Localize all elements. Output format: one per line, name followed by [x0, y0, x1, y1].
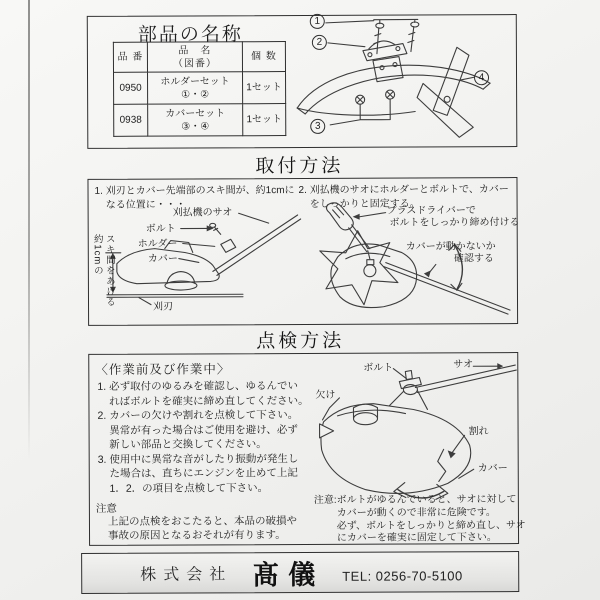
blade-label: 刈刃 [153, 301, 174, 313]
parts-section-title: 部品の名称 [137, 24, 243, 46]
holder-label: ホルダー [137, 238, 178, 250]
callout-2: 2 [312, 35, 327, 50]
parts-table [113, 41, 286, 137]
caution-title: 注意 [95, 502, 117, 515]
part-name-cell: ホルダーセット ①・② [148, 72, 243, 104]
table-row [114, 104, 286, 137]
table-row [114, 72, 286, 105]
col-header-part-name: 品 名 （図番） [147, 42, 242, 72]
shaft-label: 刈払機のサオ [172, 207, 233, 219]
callout-3: 3 [310, 119, 325, 134]
footer-bar [81, 551, 519, 594]
bolt-label: ボルト [145, 223, 176, 235]
inspection-subtitle: 〈作業前及び作業中〉 [95, 362, 231, 377]
callout-4: 4 [474, 70, 489, 85]
phone-number: TEL: 0256-70-5100 [342, 567, 463, 584]
part-qty-cell: 1セット [243, 72, 286, 104]
cover-label: カバー [147, 253, 178, 265]
check-cover-label: カバーが動かないか 確認する [405, 241, 496, 265]
part-no-cell: 0950 [114, 72, 148, 104]
crack-label: 割れ [468, 426, 489, 438]
inspection-note: 注意:ボルトがゆるんでいると、サオに対して カバーが動くので非常に危険です。 必ず、ボルトをしっかりと締め直し、サオ にカバーを確実に固定して下さい。 [313, 494, 526, 545]
gap-label: 約1cmの スキ間をあける [91, 233, 116, 308]
part-no-cell: 0938 [114, 104, 148, 136]
col-header-qty: 個 数 [242, 42, 285, 72]
company-name: 髙儀 [252, 559, 325, 591]
install-step-1: 1. 刈刃とカバー先端部のスキ間が、約1cmに なる位置に・・・ [94, 185, 295, 211]
screwdriver-label: プラスドライバーで ボルトをしっかり締め付ける [386, 205, 520, 229]
shaft-label: サオ [453, 359, 474, 371]
install-section-title: 取付方法 [255, 155, 344, 178]
inspect-section-title: 点検方法 [256, 330, 345, 353]
callout-1: 1 [310, 14, 325, 29]
part-qty-cell: 1セット [243, 104, 286, 136]
company-type: 株式会社 [140, 566, 233, 584]
part-name-cell: カバーセット ③・④ [148, 104, 243, 136]
inspection-section-box [88, 352, 526, 546]
install-step-2: 2. 刈払機のサオにホルダーとボルトで、カバー をしっかりと固定する。 [298, 184, 509, 210]
inspection-items: 1. 必ず取付のゆるみを確認し、ゆるんでい ればボルトを確実に締め直してください。 2. カバーの欠けや割れを点検して下さい。 異常が有った場合はご使用を避け、必ず 新しい部品と交換してください。 3. 使用中に異常な音がしたり振動が発生し た場合は、直ちにエンジンを止めて上記 1．2．の項目を点検して下さい。 [97, 380, 309, 495]
chip-label: 欠け [315, 389, 336, 401]
cover-label: カバー [477, 463, 508, 475]
caution-body: 上記の点検をおこたると、本品の破損や 事故の原因となるおそれが有ります。 [107, 515, 297, 542]
bolt-label: ボルト [363, 362, 394, 374]
parts-table-header-row [113, 42, 285, 73]
parts-section-box [87, 14, 518, 149]
col-header-part-no: 品 番 [113, 42, 147, 72]
install-section-box [87, 177, 518, 326]
